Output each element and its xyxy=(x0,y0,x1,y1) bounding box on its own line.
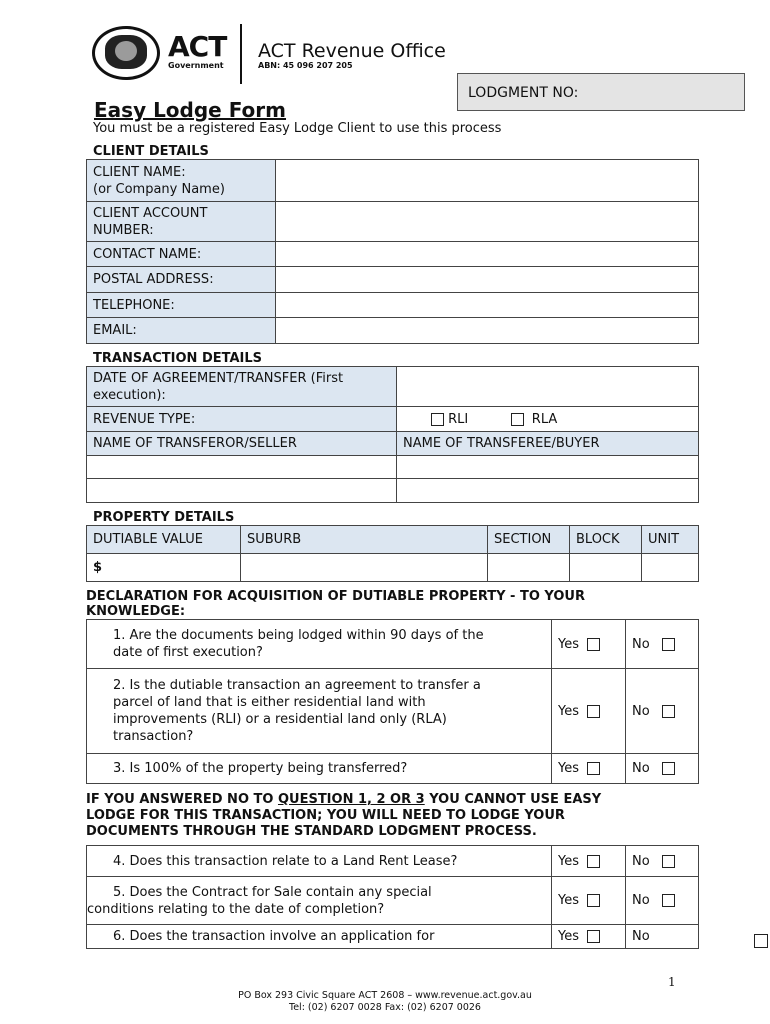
transferee-header: NAME OF TRANSFEREE/BUYER xyxy=(397,432,699,456)
client-name-field[interactable] xyxy=(276,160,699,202)
agreement-date-label: DATE OF AGREEMENT/TRANSFER (First execution): xyxy=(87,367,397,407)
question-1: 1. Are the documents being lodged within 90 days of the date of first execution? xyxy=(87,620,552,669)
q6-yes-checkbox[interactable] xyxy=(587,930,600,943)
block-header: BLOCK xyxy=(570,526,642,554)
unit-header: UNIT xyxy=(642,526,699,554)
client-name-label: CLIENT NAME: (or Company Name) xyxy=(87,160,276,202)
contact-name-field[interactable] xyxy=(276,242,699,267)
suburb-field[interactable] xyxy=(241,554,488,582)
rla-checkbox[interactable] xyxy=(511,413,524,426)
question-2: 2. Is the dutiable transaction an agreement to transfer a parcel of land that is either residential land with improvements (RLI) or a residential land only (RLA) transaction? xyxy=(87,669,552,754)
client-account-label: CLIENT ACCOUNT NUMBER: xyxy=(87,202,276,242)
logo-text: ACT xyxy=(168,30,227,63)
question-4: 4. Does this transaction relate to a Land Rent Lease? xyxy=(87,846,552,877)
q5-no-checkbox[interactable] xyxy=(662,894,675,907)
act-government-crest-icon xyxy=(92,26,160,80)
transferee-field-1[interactable] xyxy=(397,456,699,479)
logo-subtext: Government xyxy=(168,61,224,70)
footer-phone: Tel: (02) 6207 0028 Fax: (02) 6207 0026 xyxy=(289,1002,481,1013)
suburb-header: SUBURB xyxy=(241,526,488,554)
client-details-table xyxy=(86,159,699,344)
q4-no-checkbox[interactable] xyxy=(662,855,675,868)
q4-no-option: No xyxy=(626,846,699,877)
q6-no-option: No xyxy=(626,925,699,949)
lodgment-number-field[interactable]: LODGMENT NO: xyxy=(457,73,745,111)
transferee-field-2[interactable] xyxy=(397,479,699,503)
question-6: 6. Does the transaction involve an application for xyxy=(87,925,552,949)
q4-yes-option: Yes xyxy=(552,846,626,877)
page-number: 1 xyxy=(668,975,676,989)
warning-notice: IF YOU ANSWERED NO TO QUESTION 1, 2 OR 3 YOU CANNOT USE EASY LODGE FOR THIS TRANSACTION; YOU WILL NEED TO LODGE YOUR DOCUMENTS THROUGH THE STANDARD LODGMENT PROCESS. xyxy=(86,792,602,839)
q6-yes-option: Yes xyxy=(552,925,626,949)
q1-no-option: No xyxy=(626,620,699,669)
question-5: 5. Does the Contract for Sale contain any special conditions relating to the date of completion? xyxy=(87,877,552,925)
transaction-details-heading: TRANSACTION DETAILS xyxy=(93,351,263,366)
declaration-heading: DECLARATION FOR ACQUISITION OF DUTIABLE PROPERTY - TO YOUR KNOWLEDGE: xyxy=(86,589,585,619)
q2-yes-checkbox[interactable] xyxy=(587,705,600,718)
client-account-field[interactable] xyxy=(276,202,699,242)
revenue-type-options xyxy=(397,407,699,432)
q2-no-option: No xyxy=(626,669,699,754)
transferor-header: NAME OF TRANSFEROR/SELLER xyxy=(87,432,397,456)
rli-checkbox[interactable] xyxy=(431,413,444,426)
transferor-field-1[interactable] xyxy=(87,456,397,479)
q2-no-checkbox[interactable] xyxy=(662,705,675,718)
question-3: 3. Is 100% of the property being transferred? xyxy=(87,754,552,784)
q1-yes-option: Yes xyxy=(552,620,626,669)
unit-field[interactable] xyxy=(642,554,699,582)
office-name: ACT Revenue Office xyxy=(258,40,446,62)
transaction-details-table xyxy=(86,366,699,503)
q3-yes-option: Yes xyxy=(552,754,626,784)
header-divider xyxy=(240,24,242,84)
transferor-field-2[interactable] xyxy=(87,479,397,503)
q3-no-checkbox[interactable] xyxy=(662,762,675,775)
q5-no-option: No xyxy=(626,877,699,925)
q1-no-checkbox[interactable] xyxy=(662,638,675,651)
block-field[interactable] xyxy=(570,554,642,582)
q5-yes-checkbox[interactable] xyxy=(587,894,600,907)
rli-label: RLI xyxy=(448,411,469,427)
q5-yes-option: Yes xyxy=(552,877,626,925)
q2-yes-option: Yes xyxy=(552,669,626,754)
property-details-table xyxy=(86,525,699,582)
contact-name-label: CONTACT NAME: xyxy=(87,242,276,267)
postal-address-field[interactable] xyxy=(276,267,699,293)
q3-no-option: No xyxy=(626,754,699,784)
form-subtitle: You must be a registered Easy Lodge Client to use this process xyxy=(93,121,502,136)
property-details-heading: PROPERTY DETAILS xyxy=(93,510,235,525)
section-field[interactable] xyxy=(488,554,570,582)
dutiable-value-header: DUTIABLE VALUE xyxy=(87,526,241,554)
warning-underlined: QUESTION 1, 2 OR 3 xyxy=(277,792,425,807)
declaration-table xyxy=(86,619,699,784)
telephone-label: TELEPHONE: xyxy=(87,293,276,318)
email-label: EMAIL: xyxy=(87,318,276,344)
telephone-field[interactable] xyxy=(276,293,699,318)
rla-label: RLA xyxy=(531,411,558,427)
revenue-type-label: REVENUE TYPE: xyxy=(87,407,397,432)
section-header: SECTION xyxy=(488,526,570,554)
additional-questions-table xyxy=(86,845,699,949)
q1-yes-checkbox[interactable] xyxy=(587,638,600,651)
q3-yes-checkbox[interactable] xyxy=(587,762,600,775)
client-details-heading: CLIENT DETAILS xyxy=(93,144,209,159)
form-title: Easy Lodge Form xyxy=(94,98,287,122)
dutiable-value-field[interactable]: $ xyxy=(87,554,241,582)
q4-yes-checkbox[interactable] xyxy=(587,855,600,868)
q6-no-checkbox[interactable] xyxy=(754,934,768,948)
footer-address: PO Box 293 Civic Square ACT 2608 – www.revenue.act.gov.au xyxy=(238,990,532,1001)
abn-number: ABN: 45 096 207 205 xyxy=(258,61,353,70)
agreement-date-field[interactable] xyxy=(397,367,699,407)
email-field[interactable] xyxy=(276,318,699,344)
postal-address-label: POSTAL ADDRESS: xyxy=(87,267,276,293)
